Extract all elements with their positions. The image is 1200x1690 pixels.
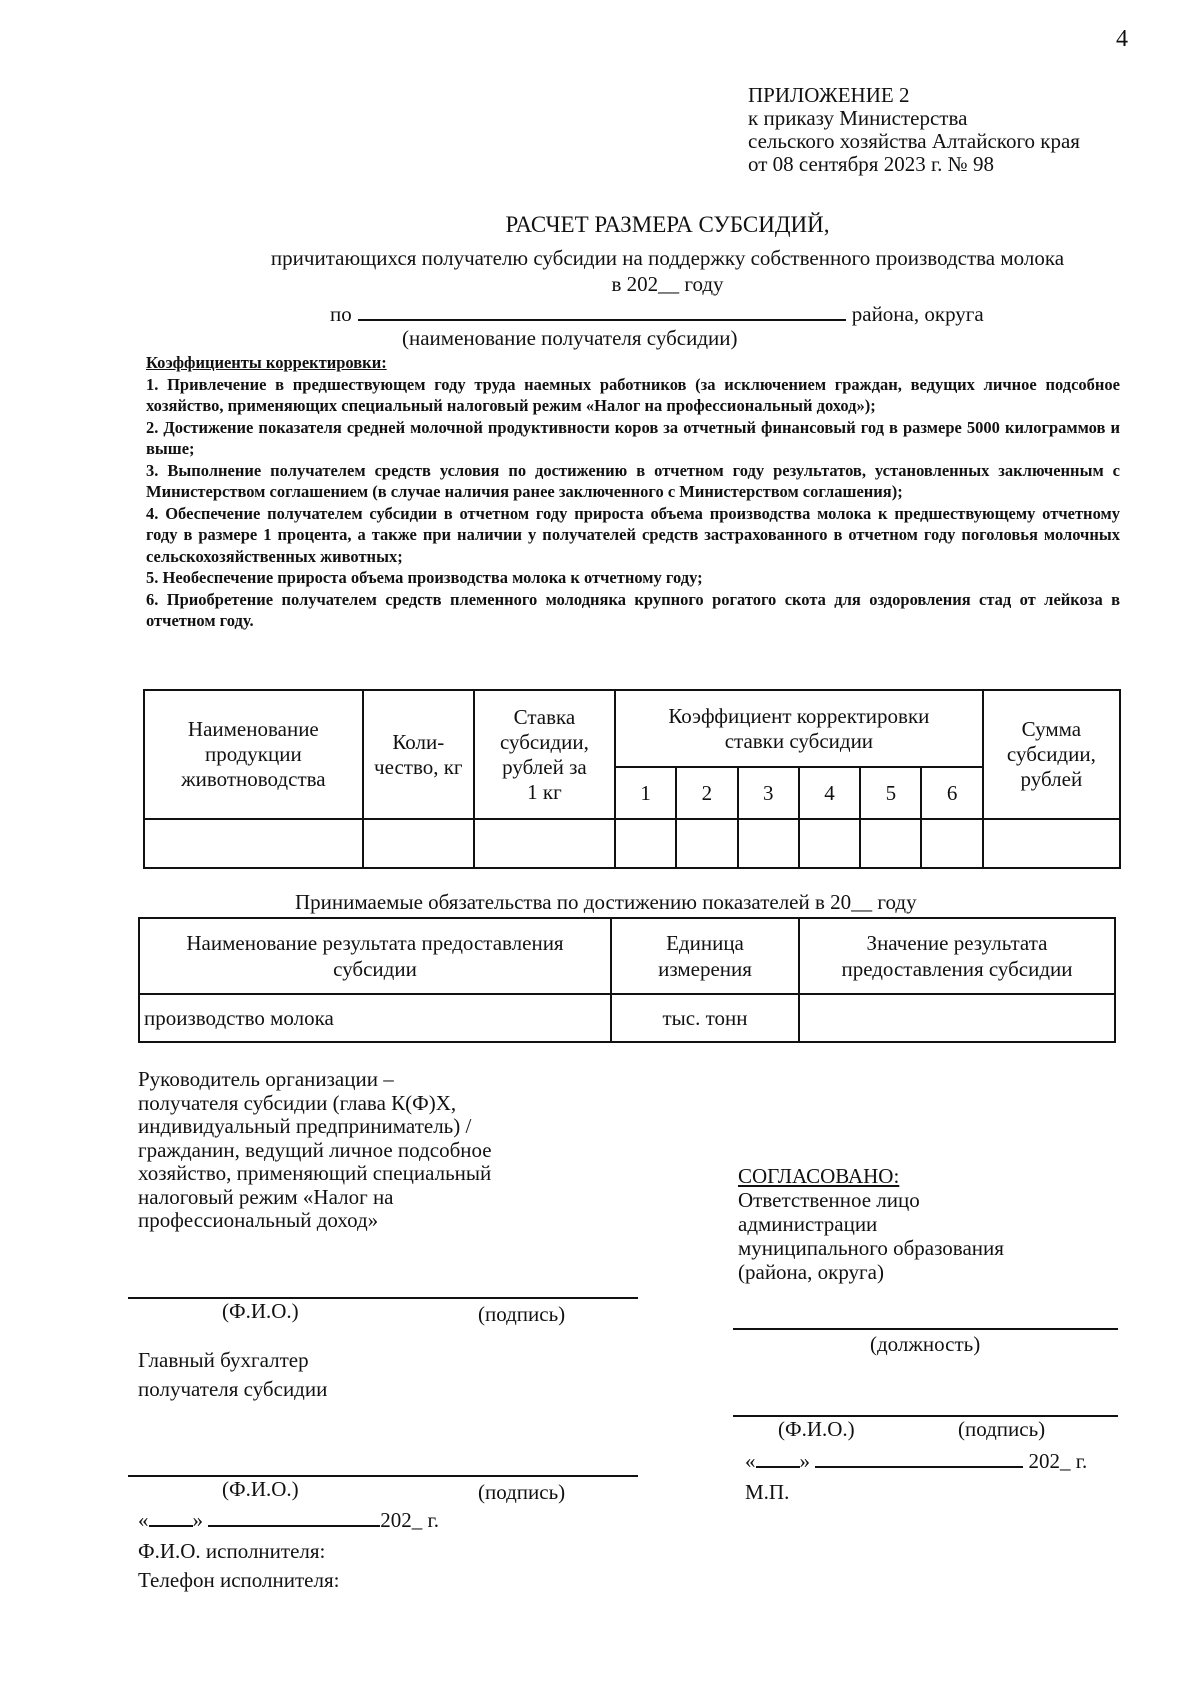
cell-coef-4[interactable] xyxy=(799,819,860,868)
accountant-year: 202_ г. xyxy=(380,1508,439,1532)
position-line[interactable] xyxy=(733,1328,1118,1330)
recipient-name-field[interactable] xyxy=(358,301,846,321)
coefficient-item: 1. Привлечение в предшествующем году труда наемных работников (за исключением граждан, ведущих личное подсобное хозяйство, применяющих специальный налоговый режим «Налог на профессиональный доход»); xyxy=(146,374,1120,415)
head-signatory xyxy=(138,1068,492,1233)
coefficients-block xyxy=(146,352,1120,632)
accountant-signature-line[interactable] xyxy=(128,1475,638,1477)
result-name: производство молока xyxy=(139,994,611,1042)
head-line: налоговый режим «Налог на xyxy=(138,1184,394,1209)
coefficient-item: 2. Достижение показателя средней молочной продуктивности коров за отчетный финансовый год в размере 5000 килограммов и выше; xyxy=(146,417,1120,458)
cell-rate[interactable] xyxy=(474,819,615,868)
col-header-product: Наименование продукции животноводства xyxy=(144,690,363,819)
subsidy-calculation-table xyxy=(143,689,1121,869)
col-header-result-value: Значение результата предоставления субсидии xyxy=(799,918,1115,994)
cell-coef-1[interactable] xyxy=(615,819,676,868)
month-field[interactable] xyxy=(208,1507,380,1527)
head-line: хозяйство, применяющий специальный xyxy=(138,1161,492,1185)
coef-number: 1 xyxy=(615,767,676,819)
date-quote-open: « xyxy=(138,1508,149,1532)
recipient-suffix: района, округа xyxy=(851,302,984,326)
result-value[interactable] xyxy=(799,994,1115,1042)
head-signature-caption: (подпись) xyxy=(478,1302,566,1326)
recipient-prefix: по xyxy=(330,302,352,326)
accountant-date xyxy=(138,1506,439,1535)
cell-sum[interactable] xyxy=(983,819,1120,868)
date-quote-close: » xyxy=(799,1449,810,1473)
appendix-line: от 08 сентября 2023 г. № 98 xyxy=(748,152,994,176)
agreed-line: муниципального образования xyxy=(738,1236,1004,1260)
coef-number: 5 xyxy=(860,767,921,819)
agreed-title: СОГЛАСОВАНО: xyxy=(738,1164,900,1188)
date-quote-open: « xyxy=(745,1449,756,1473)
recipient-caption: (наименование получателя субсидии) xyxy=(402,326,738,350)
accountant-line: Главный бухгалтер xyxy=(138,1348,309,1372)
head-line: индивидуальный предприниматель) / xyxy=(138,1114,472,1138)
head-fio-caption: (Ф.И.О.) xyxy=(222,1299,299,1323)
coefficients-heading: Коэффициенты корректировки: xyxy=(146,353,387,372)
day-field[interactable] xyxy=(149,1507,193,1527)
document-title: РАСЧЕТ РАЗМЕРА СУБСИДИЙ, xyxy=(505,212,830,237)
accountant-signatory xyxy=(138,1346,327,1404)
results-caption: Принимаемые обязательства по достижению показателей в 20__ году xyxy=(295,890,917,914)
coef-number: 4 xyxy=(799,767,860,819)
subtitle-line: причитающихся получателю субсидии на поддержку собственного производства молока xyxy=(270,246,1065,270)
head-line: профессиональный доход» xyxy=(138,1208,379,1232)
subtitle-year: в 202__ году xyxy=(611,272,724,296)
appendix-line: к приказу Министерства xyxy=(748,106,968,130)
col-header-result-name: Наименование результата предоставления субсидии xyxy=(139,918,611,994)
col-header-coefficient: Коэффициент корректировки ставки субсидии xyxy=(615,690,983,767)
agreed-line: Ответственное лицо xyxy=(738,1188,920,1212)
result-unit: тыс. тонн xyxy=(611,994,799,1042)
accountant-signature-caption: (подпись) xyxy=(478,1480,566,1504)
appendix-line: сельского хозяйства Алтайского края xyxy=(748,129,1080,153)
page-number: 4 xyxy=(1116,26,1128,52)
appendix-header xyxy=(748,84,1080,176)
executor-fio-label: Ф.И.О. исполнителя: xyxy=(138,1539,326,1563)
coefficient-item: 5. Необеспечение прироста объема производства молока к отчетному году; xyxy=(146,568,703,587)
coefficient-item: 3. Выполнение получателем средств условия по достижению в отчетном году результатов, установленных заключенным с Министерством соглашением (в случае наличия ранее заключенного с Министерством соглашения); xyxy=(146,460,1120,501)
cell-coef-2[interactable] xyxy=(676,819,737,868)
agreed-line: (района, округа) xyxy=(738,1260,884,1284)
date-quote-close: » xyxy=(192,1508,203,1532)
stamp-label: М.П. xyxy=(745,1480,790,1504)
cell-coef-5[interactable] xyxy=(860,819,921,868)
cell-product[interactable] xyxy=(144,819,363,868)
accountant-fio-caption: (Ф.И.О.) xyxy=(222,1477,299,1501)
cell-coef-6[interactable] xyxy=(921,819,982,868)
col-header-sum: Сумма субсидии, рублей xyxy=(983,690,1120,819)
agreed-date xyxy=(745,1447,1087,1476)
coef-number: 6 xyxy=(921,767,982,819)
results-table xyxy=(138,917,1116,1043)
executor-phone-label: Телефон исполнителя: xyxy=(138,1568,340,1592)
cell-coef-3[interactable] xyxy=(738,819,799,868)
coefficient-item: 4. Обеспечение получателем субсидии в отчетном году прироста объема производства молока к предшествующему отчетному году в размере 1 процента, а также при наличии у получателей средств застрахованного в отчетном году поголовья молочных сельскохозяйственных животных; xyxy=(146,503,1120,566)
col-header-unit: Единица измерения xyxy=(611,918,799,994)
head-signature-line[interactable] xyxy=(128,1297,638,1299)
coef-number: 3 xyxy=(738,767,799,819)
appendix-title: ПРИЛОЖЕНИЕ 2 xyxy=(748,83,910,107)
agreed-line: администрации xyxy=(738,1212,878,1236)
agreed-signature-caption: (подпись) xyxy=(958,1417,1046,1441)
agreed-month-field[interactable] xyxy=(815,1448,1023,1468)
agreed-fio-caption: (Ф.И.О.) xyxy=(778,1417,855,1441)
agreed-day-field[interactable] xyxy=(756,1448,800,1468)
agreed-block xyxy=(738,1164,1004,1284)
document-subtitle xyxy=(0,245,1200,297)
cell-quantity[interactable] xyxy=(363,819,474,868)
col-header-rate: Ставка субсидии, рублей за 1 кг xyxy=(474,690,615,819)
agreed-year: 202_ г. xyxy=(1028,1449,1088,1473)
position-caption: (должность) xyxy=(870,1332,981,1356)
head-line: получателя субсидии (глава К(Ф)Х, xyxy=(138,1090,457,1115)
head-line: гражданин, ведущий личное подсобное xyxy=(138,1137,492,1162)
col-header-quantity: Коли- чество, кг xyxy=(363,690,474,819)
coefficient-item: 6. Приобретение получателем средств племенного молодняка крупного рогатого скота для оздоровления стад от лейкоза в отчетном году. xyxy=(146,589,1120,630)
accountant-line: получателя субсидии xyxy=(138,1377,328,1401)
head-line: Руководитель организации – xyxy=(138,1067,394,1091)
coef-number: 2 xyxy=(676,767,737,819)
recipient-row xyxy=(330,301,984,327)
